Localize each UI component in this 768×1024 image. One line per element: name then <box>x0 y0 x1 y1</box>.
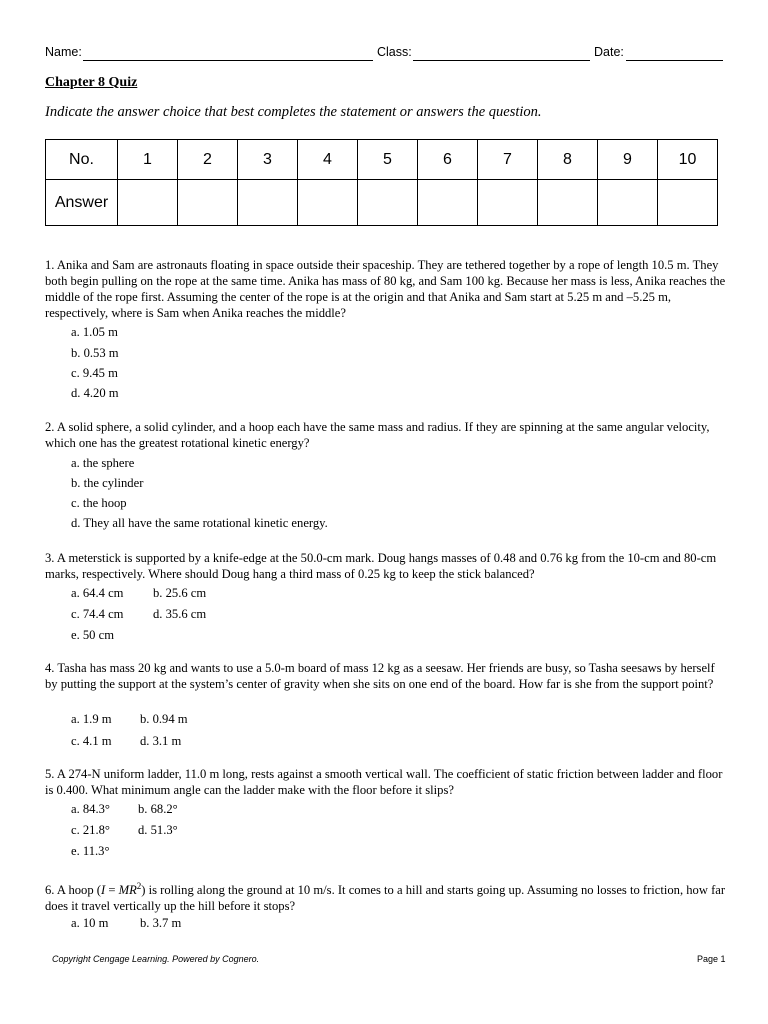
answer-choice[interactable]: c. 4.1 m <box>71 734 112 748</box>
answer-choice[interactable]: b. 3.7 m <box>140 916 182 930</box>
question-stem: 4. Tasha has mass 20 kg and wants to use a 5.0-m board of mass 12 kg as a seesaw. Her friends are busy, so Tasha seesaws by herself by putting the support at the system’s center of gravity when she sits on one end of the board. How far is she from the support point? <box>45 661 715 691</box>
answer-choice[interactable]: d. 4.20 m <box>71 386 119 400</box>
answer-choice[interactable]: e. 11.3° <box>71 844 110 858</box>
question-4 <box>45 660 730 748</box>
question-number-cell: 5 <box>358 140 418 180</box>
answer-choice[interactable]: d. 3.1 m <box>140 734 182 748</box>
answer-choice[interactable]: b. 25.6 cm <box>153 586 207 600</box>
answer-choice[interactable]: d. 35.6 cm <box>153 607 207 621</box>
answer-choice[interactable]: a. 1.9 m <box>71 712 112 726</box>
answer-choice[interactable]: c. 74.4 cm <box>71 607 124 621</box>
name-field-line[interactable] <box>83 60 373 61</box>
formula-inertia-symbol: I <box>100 883 106 898</box>
answer-cell-5[interactable] <box>358 180 418 226</box>
answer-choice[interactable]: d. 51.3° <box>138 823 178 837</box>
answer-choice[interactable]: a. 84.3° <box>71 802 110 816</box>
question-number-cell: 4 <box>298 140 358 180</box>
answer-cell-3[interactable] <box>238 180 298 226</box>
answer-choice[interactable]: a. the sphere <box>71 456 135 470</box>
formula-equals: = <box>105 883 119 898</box>
answer-grid-number-row <box>46 140 718 180</box>
answer-choice[interactable]: c. 9.45 m <box>71 366 118 380</box>
copyright-footer: Copyright Cengage Learning. Powered by Cognero. <box>52 954 260 964</box>
answer-choice[interactable]: c. the hoop <box>71 496 127 510</box>
answer-choice[interactable]: c. 21.8° <box>71 823 110 837</box>
answer-choice[interactable]: b. 68.2° <box>138 802 178 816</box>
answer-choice[interactable]: b. the cylinder <box>71 476 144 490</box>
question-number-cell: 9 <box>598 140 658 180</box>
question-2 <box>45 419 730 530</box>
stem-prefix: 6. A hoop ( <box>45 883 101 898</box>
question-stem: 1. Anika and Sam are astronauts floating in space outside their spaceship. They are tethered together by a rope of length 10.5 m. They both begin pulling on the rope at the same time. Anika has mass of 80 kg, and Sam 100 kg. Because her mass is less, Anika reaches the middle of the rope first. Assuming the center of the rope is at the origin and that Anika and Sam start at 5.25 m and –5.25 m, respectively, where is Sam when Anika reaches the middle? <box>45 258 726 320</box>
answer-choice[interactable]: b. 0.94 m <box>140 712 188 726</box>
answer-cell-1[interactable] <box>118 180 178 226</box>
class-field-line[interactable] <box>413 60 590 61</box>
answer-choice[interactable]: a. 64.4 cm <box>71 586 124 600</box>
answer-cell-4[interactable] <box>298 180 358 226</box>
answer-cell-7[interactable] <box>478 180 538 226</box>
stem-suffix: ) is rolling along the ground at 10 m/s. It comes to a hill and starts going up. Assuming no losses to friction, how far does it travel vertically up the hill before it stops? <box>45 883 726 914</box>
answer-choice[interactable]: b. 0.53 m <box>71 346 119 360</box>
question-number-cell: 1 <box>118 140 178 180</box>
answer-cell-9[interactable] <box>598 180 658 226</box>
question-number-cell: 2 <box>178 140 238 180</box>
question-6 <box>45 878 730 930</box>
student-info-header <box>45 45 725 65</box>
class-label: Class: <box>377 45 412 59</box>
question-stem: 3. A meterstick is supported by a knife-edge at the 50.0-cm mark. Doug hangs masses of 0.48 and 0.76 kg from the 10-cm and 80-cm marks, respectively. Where should Doug hang a third mass of 0.25 kg to keep the stick balanced? <box>45 551 717 581</box>
page-number: Page 1 <box>697 954 726 964</box>
answer-cell-10[interactable] <box>658 180 718 226</box>
answer-cell-2[interactable] <box>178 180 238 226</box>
question-number-cell: 6 <box>418 140 478 180</box>
answer-choice[interactable]: e. 50 cm <box>71 628 115 642</box>
answer-row-label: Answer <box>46 180 118 226</box>
instructions-text: Indicate the answer choice that best completes the statement or answers the question. <box>45 104 542 120</box>
question-stem <box>45 878 730 914</box>
page-title: Chapter 8 Quiz <box>45 75 138 90</box>
question-number-cell: 3 <box>238 140 298 180</box>
answer-grid <box>45 139 718 226</box>
name-label: Name: <box>45 45 82 59</box>
question-5 <box>45 766 730 858</box>
question-1 <box>45 257 730 400</box>
answer-grid-answer-row <box>46 180 718 226</box>
question-stem: 2. A solid sphere, a solid cylinder, and a hoop each have the same mass and radius. If they are spinning at the same angular velocity, which one has the greatest rotational kinetic energy? <box>45 420 710 450</box>
formula-mr: MR <box>118 883 137 898</box>
answer-cell-6[interactable] <box>418 180 478 226</box>
date-label: Date: <box>594 45 624 59</box>
question-3 <box>45 550 730 642</box>
answer-choice[interactable]: a. 1.05 m <box>71 325 118 339</box>
question-number-cell: 7 <box>478 140 538 180</box>
answer-choice[interactable]: d. They all have the same rotational kinetic energy. <box>71 516 328 530</box>
number-row-label: No. <box>46 140 118 180</box>
formula-exponent: 2 <box>136 881 142 891</box>
date-field-line[interactable] <box>626 60 723 61</box>
answer-choice[interactable]: a. 10 m <box>71 916 109 930</box>
question-number-cell: 8 <box>538 140 598 180</box>
question-number-cell: 10 <box>658 140 718 180</box>
question-stem: 5. A 274-N uniform ladder, 11.0 m long, rests against a smooth vertical wall. The coefficient of static friction between ladder and floor is 0.400. What minimum angle can the ladder make with the floor before it slips? <box>45 767 723 797</box>
answer-cell-8[interactable] <box>538 180 598 226</box>
